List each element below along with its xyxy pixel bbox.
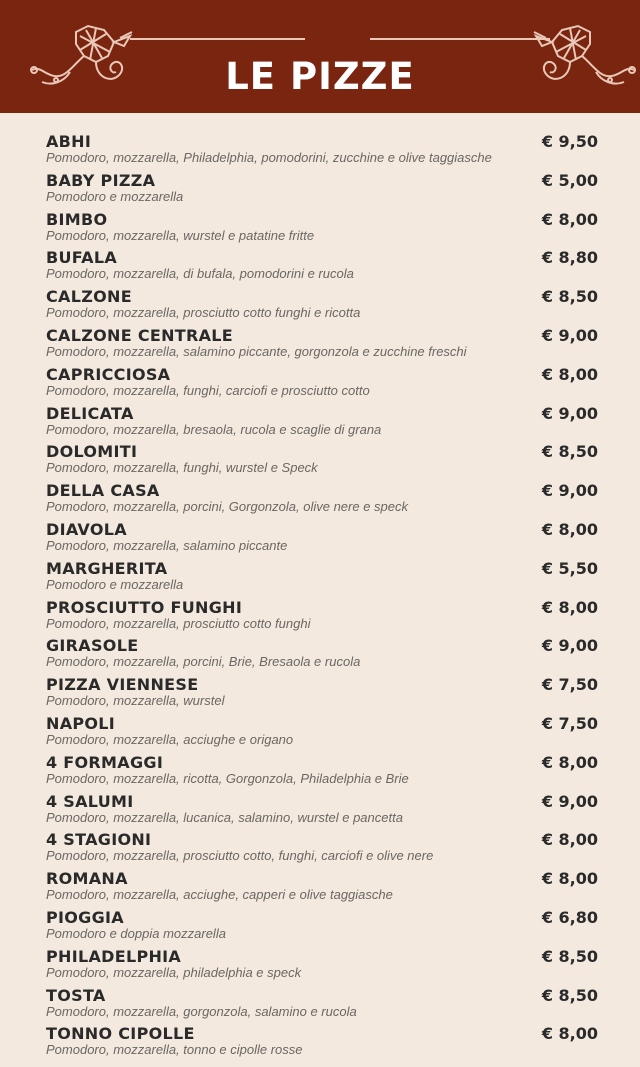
item-description: Pomodoro, mozzarella, porcini, Brie, Bresaola e rucola: [46, 654, 361, 670]
item-name: 4 FORMAGGI: [46, 752, 164, 772]
item-name: DELLA CASA: [46, 481, 160, 501]
item-description: Pomodoro, mozzarella, philadelphia e speck: [46, 964, 302, 980]
list-item: [0, 519, 640, 558]
list-item: [0, 946, 640, 985]
item-price: € 8,00: [541, 597, 598, 617]
pizza-menu-list: [0, 131, 640, 1062]
item-price: € 8,00: [541, 752, 598, 772]
list-item: [0, 635, 640, 674]
item-name: BUFALA: [46, 248, 118, 268]
item-description: Pomodoro, mozzarella, salamino piccante: [46, 537, 288, 553]
item-description: Pomodoro, mozzarella, wurstel: [46, 693, 225, 709]
item-name: DELICATA: [46, 403, 134, 423]
item-description: Pomodoro, mozzarella, prosciutto cotto funghi: [46, 615, 311, 631]
list-item: [0, 752, 640, 791]
list-item: [0, 558, 640, 597]
item-price: € 9,50: [541, 132, 598, 151]
item-description: Pomodoro e doppia mozzarella: [46, 925, 226, 941]
header-rule-left: [130, 38, 305, 40]
item-price: € 9,00: [541, 403, 598, 423]
item-name: DIAVOLA: [46, 519, 127, 539]
list-item: [0, 597, 640, 636]
list-item: [0, 364, 640, 403]
list-item: [0, 791, 640, 830]
item-price: € 9,00: [541, 636, 598, 656]
item-description: Pomodoro, mozzarella, lucanica, salamino, wurstel e pancetta: [46, 809, 403, 825]
item-description: Pomodoro, mozzarella, ricotta, Gorgonzola, Philadelphia e Brie: [46, 770, 409, 786]
item-name: PIZZA VIENNESE: [46, 675, 199, 695]
item-name: TONNO CIPOLLE: [46, 1024, 195, 1044]
item-description: Pomodoro, mozzarella, gorgonzola, salamino e rucola: [46, 1003, 357, 1019]
item-price: € 9,00: [541, 791, 598, 811]
item-price: € 5,50: [541, 558, 598, 578]
item-name: TOSTA: [46, 985, 106, 1005]
item-name: BIMBO: [46, 209, 108, 229]
list-item: [0, 209, 640, 248]
item-description: Pomodoro e mozzarella: [46, 576, 184, 592]
item-description: Pomodoro e mozzarella: [46, 188, 184, 204]
list-item: [0, 907, 640, 946]
item-name: ABHI: [46, 132, 92, 151]
item-name: 4 STAGIONI: [46, 830, 152, 850]
item-price: € 8,00: [541, 364, 598, 384]
item-price: € 8,00: [541, 519, 598, 539]
item-name: CALZONE CENTRALE: [46, 325, 234, 345]
item-price: € 8,80: [541, 248, 598, 268]
list-item: [0, 441, 640, 480]
item-name: MARGHERITA: [46, 558, 168, 578]
item-name: PHILADELPHIA: [46, 946, 182, 966]
item-price: € 5,00: [541, 170, 598, 190]
item-price: € 8,00: [541, 869, 598, 889]
item-price: € 7,50: [541, 713, 598, 733]
item-name: NAPOLI: [46, 713, 116, 733]
item-name: PROSCIUTTO FUNGHI: [46, 597, 243, 617]
item-price: € 8,50: [541, 985, 598, 1005]
list-item: [0, 480, 640, 519]
item-name: BABY PIZZA: [46, 170, 156, 190]
item-description: Pomodoro, mozzarella, di bufala, pomodorini e rucola: [46, 266, 354, 282]
item-description: Pomodoro, mozzarella, funghi, wurstel e Speck: [46, 460, 318, 476]
item-description: Pomodoro, mozzarella, prosciutto cotto, funghi, carciofi e olive nere: [46, 848, 434, 864]
item-description: Pomodoro, mozzarella, acciughe e origano: [46, 731, 294, 747]
list-item: [0, 713, 640, 752]
item-name: ROMANA: [46, 869, 128, 889]
item-description: Pomodoro, mozzarella, wurstel e patatine fritte: [46, 227, 315, 243]
list-item: [0, 829, 640, 868]
item-description: Pomodoro, mozzarella, porcini, Gorgonzola, olive nere e speck: [46, 499, 409, 515]
list-item: [0, 325, 640, 364]
list-item: [0, 1023, 640, 1062]
page-title: LE PIZZE: [225, 55, 415, 98]
item-name: CAPRICCIOSA: [46, 364, 171, 384]
item-price: € 8,50: [541, 946, 598, 966]
item-price: € 8,00: [541, 209, 598, 229]
item-name: DOLOMITI: [46, 442, 138, 462]
item-description: Pomodoro, mozzarella, funghi, carciofi e prosciutto cotto: [46, 382, 370, 398]
item-name: PIOGGIA: [46, 907, 124, 927]
item-price: € 8,50: [541, 287, 598, 307]
list-item: [0, 247, 640, 286]
item-price: € 9,00: [541, 325, 598, 345]
item-description: Pomodoro, mozzarella, bresaola, rucola e scaglie di grana: [46, 421, 382, 437]
list-item: [0, 403, 640, 442]
item-description: Pomodoro, mozzarella, tonno e cipolle rosse: [46, 1042, 303, 1058]
item-price: € 8,00: [541, 1024, 598, 1044]
list-item: [0, 131, 640, 170]
item-description: Pomodoro, mozzarella, Philadelphia, pomodorini, zucchine e olive taggiasche: [46, 150, 492, 165]
item-price: € 7,50: [541, 675, 598, 695]
list-item: [0, 170, 640, 209]
item-price: € 8,50: [541, 442, 598, 462]
list-item: [0, 985, 640, 1024]
item-name: 4 SALUMI: [46, 791, 134, 811]
menu-header: [0, 0, 640, 113]
item-price: € 9,00: [541, 481, 598, 501]
item-price: € 6,80: [541, 907, 598, 927]
item-name: GIRASOLE: [46, 636, 139, 656]
item-price: € 8,00: [541, 830, 598, 850]
item-description: Pomodoro, mozzarella, prosciutto cotto funghi e ricotta: [46, 305, 361, 321]
item-description: Pomodoro, mozzarella, acciughe, capperi e olive taggiasche: [46, 887, 393, 903]
list-item: [0, 286, 640, 325]
item-description: Pomodoro, mozzarella, salamino piccante, gorgonzola e zucchine freschi: [46, 343, 467, 359]
list-item: [0, 868, 640, 907]
list-item: [0, 674, 640, 713]
item-name: CALZONE: [46, 287, 132, 307]
